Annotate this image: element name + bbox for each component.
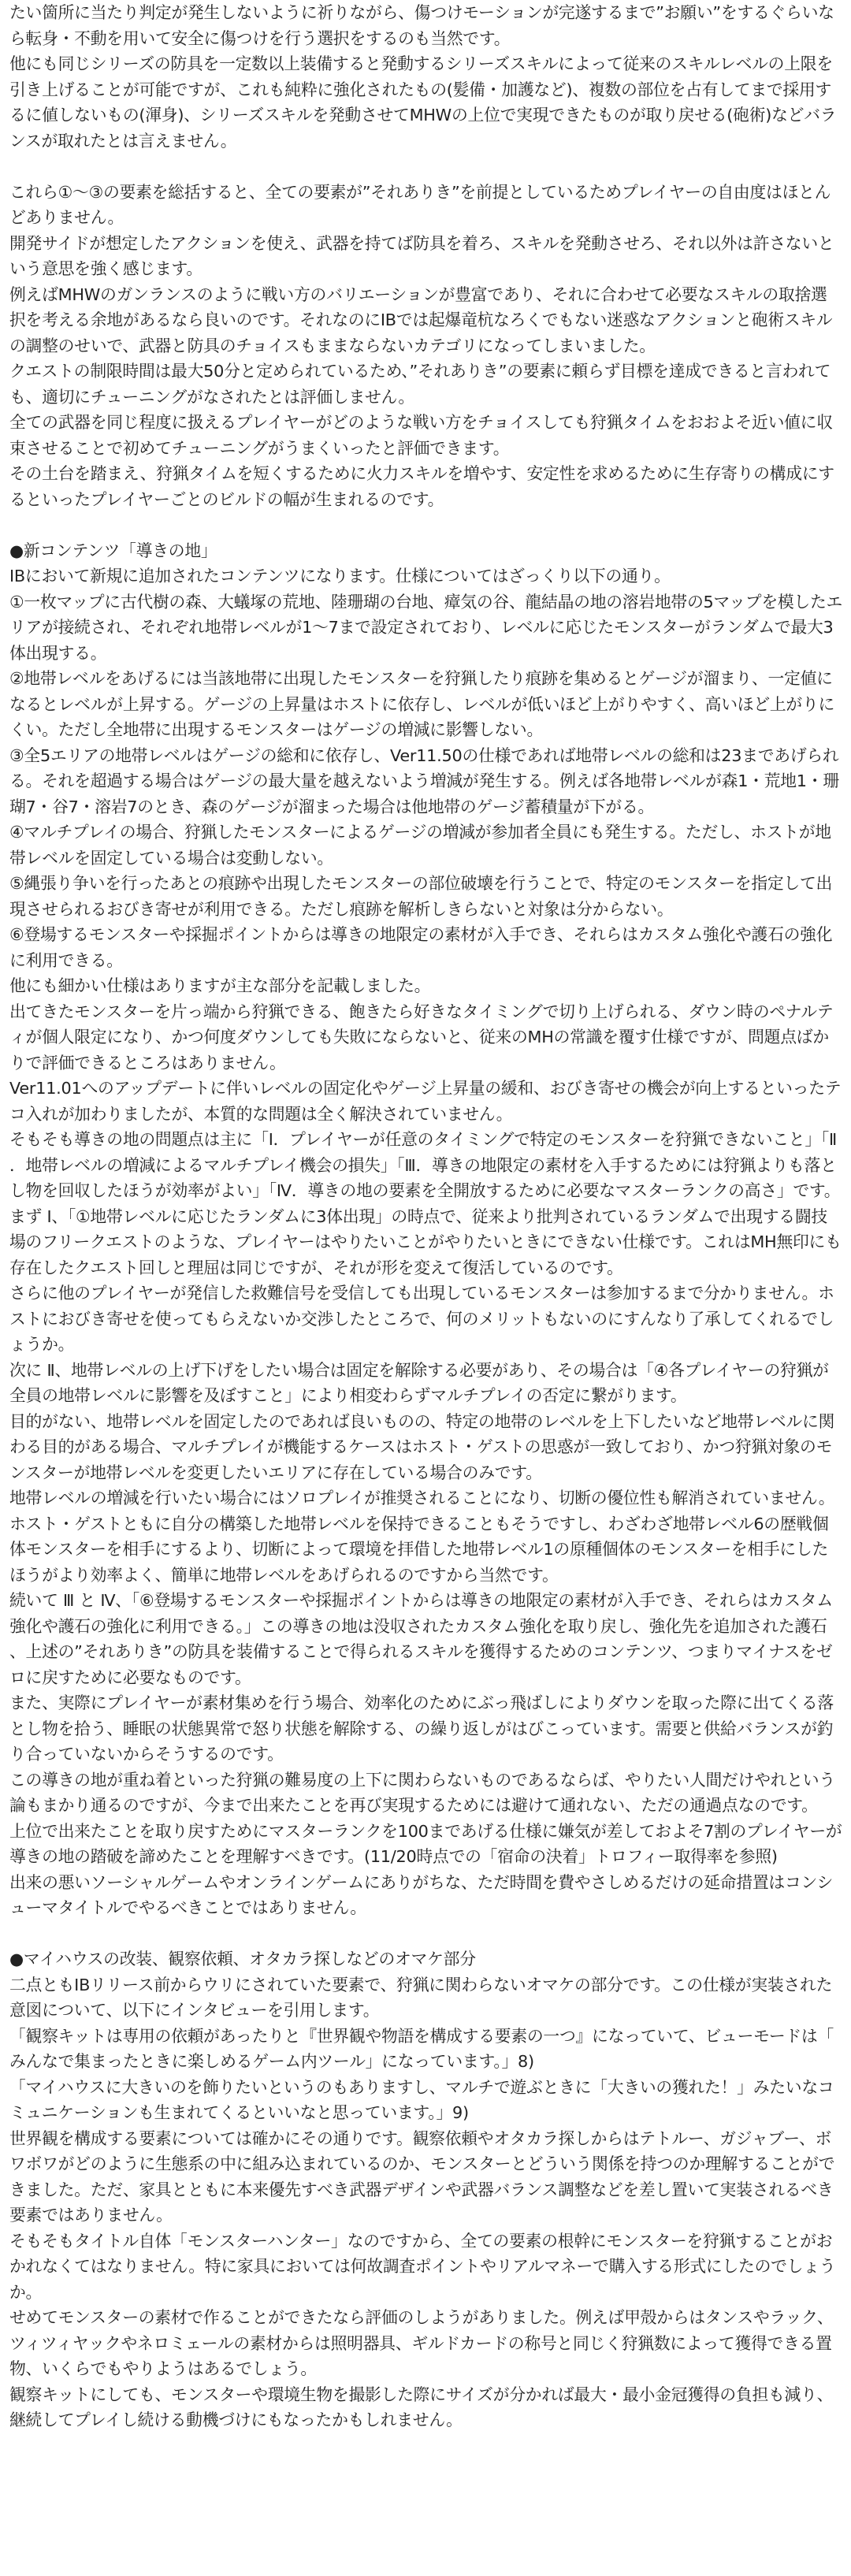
paragraph: 上位で出来たことを取り戻すためにマスターランクを100まであげる仕様に嫌気が差しておよそ7割のプレイヤーが導きの地の踏破を諦めたことを理解すべきです。(11/20時点での「宿命の決着」トロフィー取得率を参照) — [9, 1821, 842, 1866]
section-heading: ●マイハウスの改装、観察依頼、オタカラ探しなどのオマケ部分 — [9, 1950, 476, 1968]
paragraph: ③全5エリアの地帯レベルはゲージの総和に依存し、Ver11.50の仕様であれば地帯レベルの総和は23まであげられる。それを超過する場合はゲージの最大量を越えないよう増減が発生する。例えば各地帯レベルが森1・荒地1・珊瑚7・谷7・溶岩7のとき、森のゲージが溜まった場合は他地帯のゲージ蓄積量が下がる。 — [9, 745, 839, 816]
paragraph: クエストの制限時間は最大50分と定められているため、”それありき”の要素に頼らず目標を達成できると言われても、適切にチューニングがなされたとは評価しません。 — [9, 362, 831, 407]
paragraph: 例えばMHWのガンランスのように戦い方のバリエーションが豊富であり、それに合わせて必要なスキルの取捨選択を考える余地があるなら良いのです。それなのにIBでは起爆竜杭なろくでもない迷惑なアクションと砲術スキルの調整のせいで、武器と防具のチョイスもままならないカテゴリになってしまいました。 — [9, 284, 833, 355]
paragraph: さらに他のプレイヤーが発信した救難信号を受信しても出現しているモンスターは参加するまで分かりません。ホストにおびき寄せを使ってもらえないか交渉したところで、何のメリットもないのにすんなり了承してくれるでしょうか。 — [9, 1284, 834, 1354]
quote-paragraph: 「マイハウスに大きいのを飾りたいというのもありますし、マルチで遊ぶときに「大きいの獲れた！」みたいなコミュニケーションも生まれてくるといいなと思っています。」9) — [9, 2077, 834, 2122]
paragraph: また、実際にプレイヤーが素材集めを行う場合、効率化のためにぶっ飛ばしによりダウンを取った際に出てくる落とし物を拾う、睡眠の状態異常で怒り状態を解除する、の繰り返しがはびこっています。需要と供給バランスが釣り合っていないからそうするのです。 — [9, 1693, 834, 1764]
paragraph: ⑤縄張り争いを行ったあとの痕跡や出現したモンスターの部位破壊を行うことで、特定のモンスターを指定して出現させられるおびき寄せが利用できる。ただし痕跡を解析しきらないと対象は分からない。 — [9, 874, 833, 919]
paragraph: たい箇所に当たり判定が発生しないように祈りながら、傷つけモーションが完遂するまで”お願い”をするぐらいなら転身・不動を用いて安全に傷つけを行う選択をするのも当然です。 — [9, 3, 834, 48]
paragraph: IBにおいて新規に追加されたコンテンツになります。仕様についてはざっくり以下の通り。 — [9, 567, 671, 585]
paragraph: 出来の悪いソーシャルゲームやオンラインゲームにありがちな、ただ時間を費やさしめるだけの延命措置はコンシューマタイトルでやるべきことではありません。 — [9, 1872, 834, 1917]
paragraph: 目的がない、地帯レベルを固定したのであれば良いものの、特定の地帯のレベルを上下したいなど地帯レベルに関わる目的がある場合、マルチプレイが機能するケースはホスト・ゲストの思惑が一致しており、かつ狩猟対象のモンスターが地帯レベルを変更したいエリアに存在している場合のみです。 — [9, 1411, 835, 1482]
paragraph: この導きの地が重ね着といった狩猟の難易度の上下に関わらないものであるならば、やりたい人間だけやれという論もまかり通るのですが、今まで出来たことを再び実現するためには避けて通れない、ただの通過点なのです。 — [9, 1770, 835, 1815]
section-extras — [9, 1946, 843, 2433]
quote-paragraph: 「観察キットは専用の依頼があったりと『世界観や物語を構成する要素の一つ』になっていて、ビューモードは「みんなで集まったときに楽しめるゲーム内ツール」になっています。」8) — [9, 2026, 834, 2071]
paragraph: ①一枚マップに古代樹の森、大蟻塚の荒地、陸珊瑚の台地、瘴気の谷、龍結晶の地の溶岩地帯の5マップを模したエリアが接続され、それぞれ地帯レベルが1～7まで設定されており、レベルに応じたモンスターがランダムで最大3体出現する。 — [9, 592, 843, 663]
paragraph: 開発サイドが想定したアクションを使え、武器を持てば防具を着ろ、スキルを発動させろ、それ以外は許さないという意思を強く感じます。 — [9, 233, 834, 278]
paragraph: これら①～③の要素を総括すると、全ての要素が”それありき”を前提としているためプレイヤーの自由度はほとんどありません。 — [9, 182, 831, 227]
paragraph: その土台を踏まえ、狩猟タイムを短くするために火力スキルを増やす、安定性を求めるために生存寄りの構成にするといったプレイヤーごとのビルドの幅が生まれるのです。 — [9, 464, 834, 509]
paragraph: 次に Ⅱ、地帯レベルの上げ下げをしたい場合は固定を解除する必要があり、その場合は「④各プレイヤーの狩猟が全員の地帯レベルに影響を及ぼすこと」により相変わらずマルチプレイの否定に繋がります。 — [9, 1360, 829, 1405]
paragraph: せめてモンスターの素材で作ることができたなら評価のしようがありました。例えば甲殻からはタンスやラック、ツィツィヤックやネロミェールの素材からは照明器具、ギルドカードの称号と同じく狩猟数によって獲得できる置物、いくらでもやりようはあるでしょう。 — [9, 2308, 834, 2378]
section-summary — [9, 180, 843, 513]
paragraph: そもそも導きの地の問題点は主に「Ⅰ．プレイヤーが任意のタイミングで特定のモンスターを狩猟できないこと」「Ⅱ．地帯レベルの増減によるマルチプレイ機会の損失」「Ⅲ．導きの地限定の素材を入手するためには狩猟よりも落とし物を回収したほうが効率がよい」「Ⅳ．導きの地の要素を全開放するために必要なマスターランクの高さ」です。 — [9, 1130, 841, 1200]
paragraph: ④マルチプレイの場合、狩猟したモンスターによるゲージの増減が参加者全員にも発生する。ただし、ホストが地帯レベルを固定している場合は変動しない。 — [9, 823, 831, 868]
paragraph: 二点ともIBリリース前からウリにされていた要素で、狩猟に関わらないオマケの部分です。この仕様が実装された意図について、以下にインタビューを引用します。 — [9, 1975, 833, 2020]
paragraph: 出てきたモンスターを片っ端から狩猟できる、飽きたら好きなタイミングで切り上げられる、ダウン時のペナルティが個人限定になり、かつ何度ダウンしても失敗にならないと、従来のMHの常識を覆す仕様ですが、問題点ばかりで評価できるところはありません。 — [9, 1002, 834, 1072]
section-heading: ●新コンテンツ「導きの地」 — [9, 541, 217, 560]
paragraph: 他にも同じシリーズの防具を一定数以上装備すると発動するシリーズスキルによって従来のスキルレベルの上限を引き上げることが可能ですが、これも純粋に強化されたもの(髪備・加護など)、複数の部位を占有してまで採用するに値しないもの(渾身)、シリーズスキルを発動させてMHWの上位で実現できたものが取り戻せる(砲術)などバランスが取れたとは言えません。 — [9, 54, 837, 151]
paragraph: 続いて Ⅲ と Ⅳ、「⑥登場するモンスターや採掘ポイントからは導きの地限定の素材が入手でき、それらはカスタム強化や護石の強化に利用できる。」この導きの地は没収されたカスタム強化を取り戻し、強化先を追加された護石、上述の”それありき”の防具を装備することで得られるスキルを獲得するためのコンテンツ、つまりマイナスをゼロに戻すために必要なものです。 — [9, 1591, 833, 1687]
paragraph-gap — [9, 1921, 843, 1947]
paragraph: 世界観を構成する要素については確かにその通りです。観察依頼やオタカラ探しからはテトルー、ガジャブー、ボワボワがどのように生態系の中に組み込まれているのか、モンスターとどういう関係を持つのか理解することができました。ただ、家具とともに本来優先すべき武器デザインや武器バランス調整などを差し置いて実装されるべき要素ではありません。 — [9, 2128, 835, 2225]
paragraph: 他にも細かい仕様はありますが主な部分を記載しました。 — [9, 976, 431, 995]
section-skill-balance — [9, 0, 843, 154]
paragraph: 全ての武器を同じ程度に扱えるプレイヤーがどのような戦い方をチョイスしても狩猟タイムをおおよそ近い値に収束させることで初めてチューニングがうまくいったと評価できます。 — [9, 413, 833, 458]
paragraph: ②地帯レベルをあげるには当該地帯に出現したモンスターを狩猟したり痕跡を集めるとゲージが溜まり、一定値になるとレベルが上昇する。ゲージの上昇量はホストに依存し、レベルが低いほど上がりやすく、高いほど上がりにくい。ただし全地帯に出現するモンスターはゲージの増減に影響しない。 — [9, 669, 835, 739]
paragraph-gap — [9, 512, 843, 538]
paragraph: Ver11.01へのアップデートに伴いレベルの固定化やゲージ上昇量の緩和、おびき寄せの機会が向上するといったテコ入れが加わりましたが、本質的な問題は全く解決されていません。 — [9, 1079, 842, 1124]
paragraph: まず Ⅰ、「①地帯レベルに応じたランダムに3体出現」の時点で、従来より批判されているランダムで出現する闘技場のフリークエストのような、プレイヤーはやりたいことがやりたいときにできない仕様です。これはMH無印にも存在したクエスト回しと理屈は同じですが、それが形を変えて復活しているのです。 — [9, 1206, 842, 1277]
paragraph: そもそもタイトル自体「モンスターハンター」なのですから、全ての要素の根幹にモンスターを狩猟することがおかれなくてはなりません。特に家具においては何故調査ポイントやリアルマネーで購入する形式にしたのでしょうか。 — [9, 2231, 836, 2302]
paragraph: 地帯レベルの増減を行いたい場合にはソロプレイが推奨されることになり、切断の優位性も解消されていません。ホスト・ゲストともに自分の構築した地帯レベルを保持できることもそうですし、わざわざ地帯レベル6の歴戦個体モンスターを相手にするより、切断によって環境を拝借した地帯レベル1の原種個体のモンスターを相手にしたほうがより効率よく、簡単に地帯レベルをあげられるのですから当然です。 — [9, 1489, 835, 1585]
paragraph-gap — [9, 154, 843, 180]
section-guiding-lands — [9, 538, 843, 1921]
paragraph: ⑥登場するモンスターや採掘ポイントからは導きの地限定の素材が入手でき、それらはカスタム強化や護石の強化に利用できる。 — [9, 925, 833, 970]
paragraph: 観察キットにしても、モンスターや環境生物を撮影した際にサイズが分かれば最大・最小金冠獲得の負担も減り、継続してプレイし続ける動機づけにもなったかもしれません。 — [9, 2385, 834, 2429]
